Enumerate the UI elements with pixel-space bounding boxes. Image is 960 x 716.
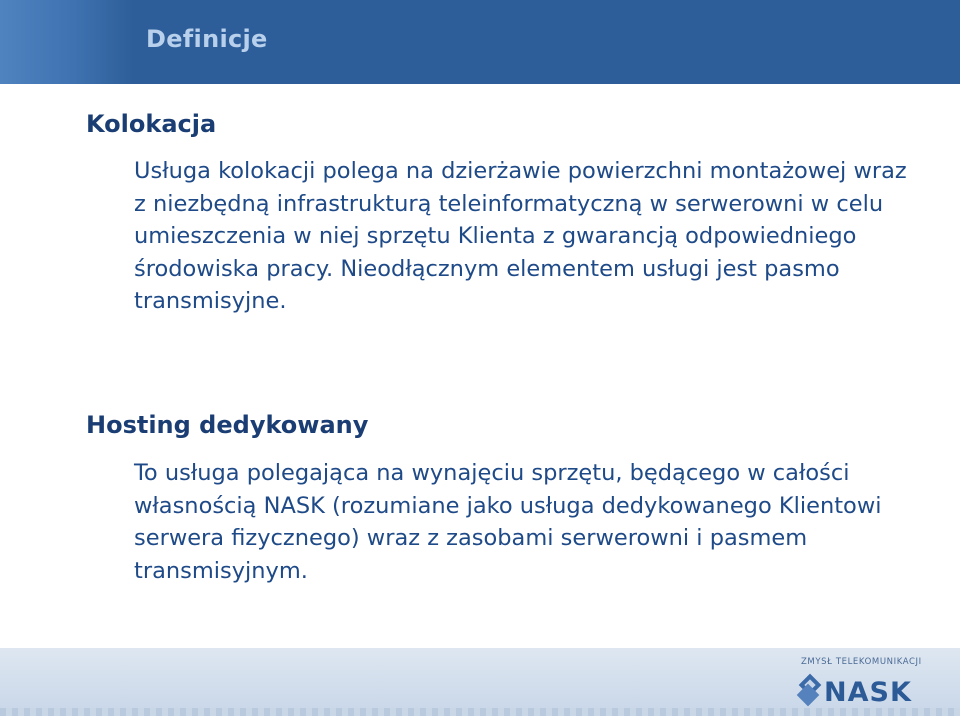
section-text-hosting: To usługa polegająca na wynajęciu sprzętu, będącego w całości własnością NASK (rozumiane jako usługa dedykowanego Klientowi serwera fizycznego) wraz z zasobami serwerowni i pasmem transmisyjnym. bbox=[134, 460, 882, 584]
section-heading-kolokacja: Kolokacja bbox=[86, 110, 217, 138]
footer-stripe bbox=[0, 708, 960, 716]
header-accent-band bbox=[0, 0, 134, 84]
section-heading-hosting: Hosting dedykowany bbox=[86, 411, 369, 439]
svg-text:NASK: NASK bbox=[824, 677, 912, 707]
slide-title: Definicje bbox=[146, 25, 268, 53]
footer-tagline: ZMYSŁ TELEKOMUNIKACJI bbox=[801, 657, 922, 667]
section-text-kolokacja: Usługa kolokacji polega na dzierżawie powierzchni montażowej wraz z niezbędną infrastrukturą teleinformatyczną w serwerowni w celu umieszczenia w niej sprzętu Klienta z gwarancją odpowiedniego środowiska pracy. Nieodłącznym elementem usługi jest pasmo transmisyjne. bbox=[134, 158, 907, 314]
slide-header bbox=[0, 0, 960, 84]
nask-logo-mark-icon bbox=[797, 674, 822, 707]
nask-logo bbox=[796, 673, 944, 707]
